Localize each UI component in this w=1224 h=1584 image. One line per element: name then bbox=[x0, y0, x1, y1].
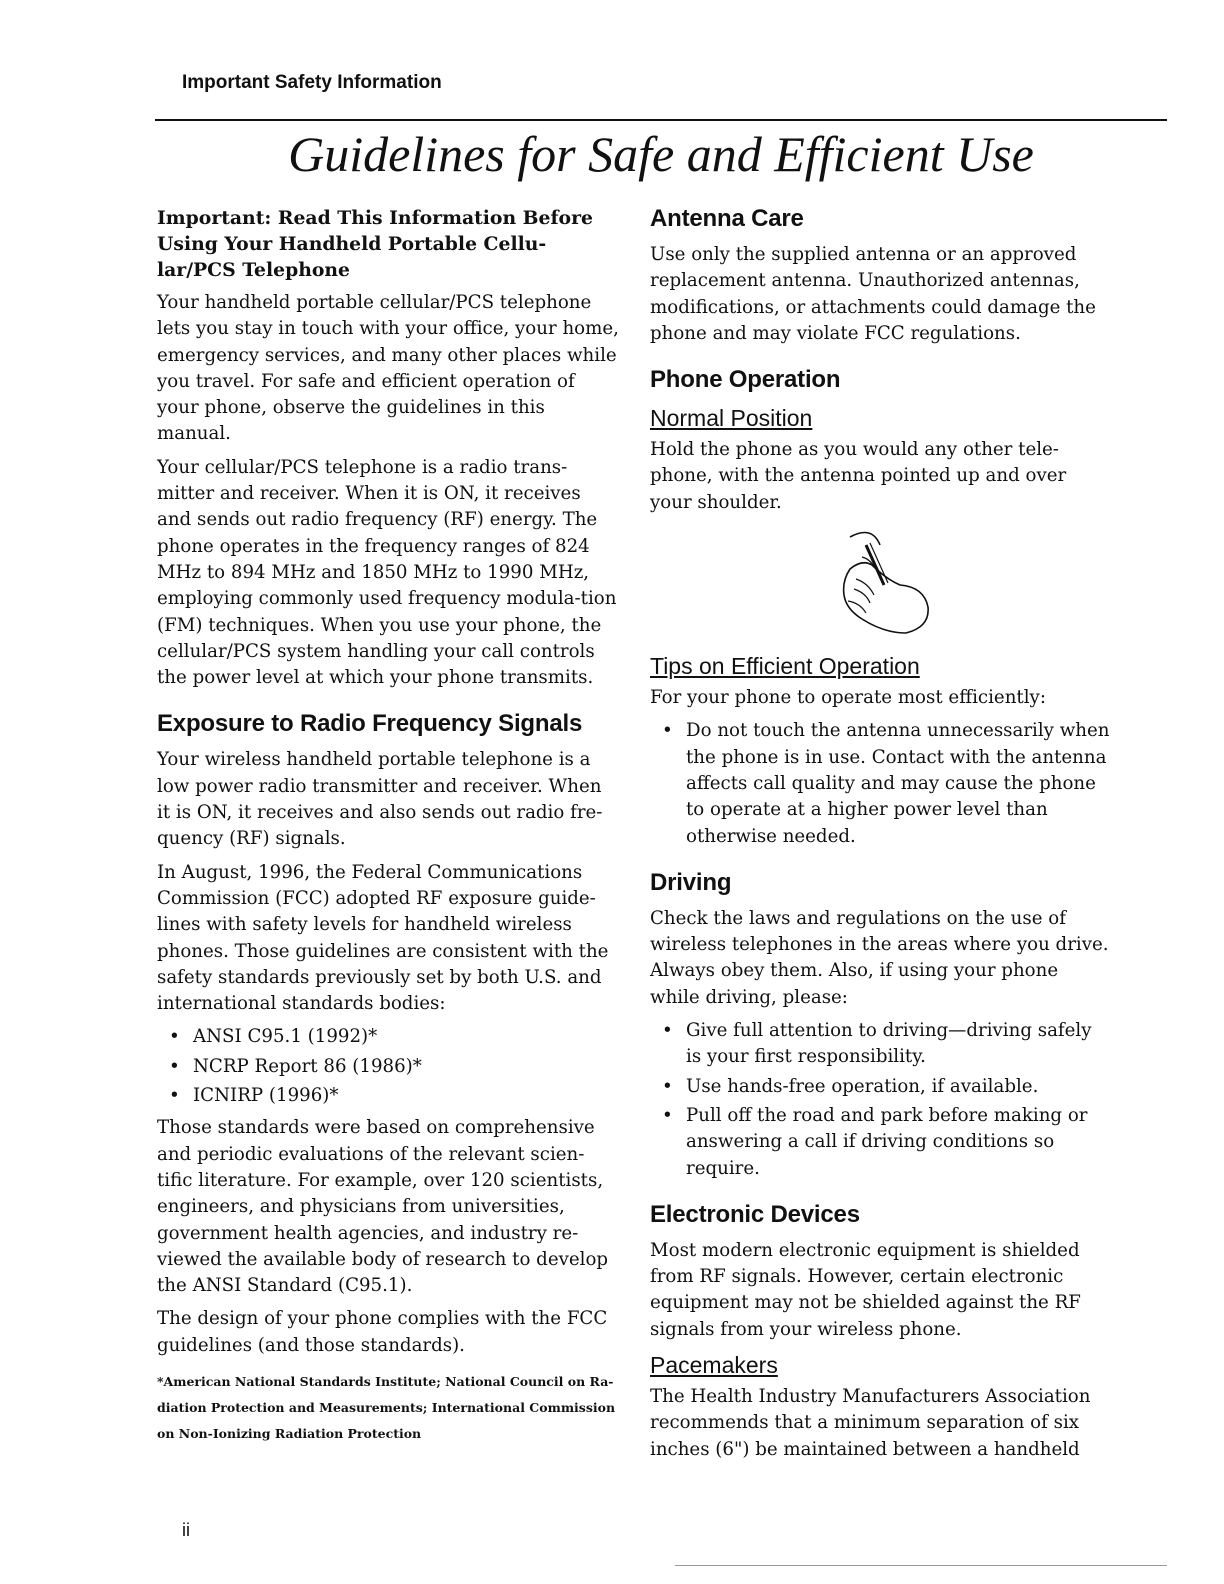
left-column bbox=[157, 202, 619, 1447]
tips-list bbox=[650, 718, 1112, 849]
normal-position-paragraph: Hold the phone as you would any other tele-phone, with the antenna pointed up and over your shoulder. bbox=[650, 439, 1067, 513]
intro-paragraph: Your handheld portable cellular/PCS telephone lets you stay in touch with your office, your home, emergency services, and many other places while you travel. For safe and efficient operation of your phone, observe the guidelines in this manual. bbox=[157, 292, 619, 445]
normal-position-heading: Normal Position bbox=[650, 405, 813, 432]
bullet-icon: • bbox=[169, 1085, 180, 1107]
bullet-icon: • bbox=[662, 720, 673, 742]
list-item: • ANSI C95.1 (1992)* bbox=[157, 1024, 619, 1050]
bullet-icon: • bbox=[169, 1026, 180, 1048]
bullet-icon: • bbox=[662, 1075, 673, 1097]
fcc-paragraph: In August, 1996, the Federal Communications Commission (FCC) adopted RF exposure guide-lines with safety levels for handheld wireless phones. Those guidelines are consistent with the safety standards previously set by both U.S. and international standards bodies: bbox=[157, 861, 609, 1015]
bullet-icon: • bbox=[169, 1055, 180, 1077]
exposure-paragraph: Your wireless handheld portable telephone is a low power radio transmitter and receiver. When it is ON, it receives and also sends out radio fre-quency (RF) signals. bbox=[157, 749, 603, 850]
list-item: • Give full attention to driving—driving safely is your first responsibility. bbox=[662, 1020, 1092, 1068]
phone-operation-heading: Phone Operation bbox=[650, 366, 841, 394]
pacemakers-heading: Pacemakers bbox=[650, 1352, 778, 1379]
list-item: • ICNIRP (1996)* bbox=[157, 1083, 619, 1109]
standards-paragraph: Those standards were based on comprehensive and periodic evaluations of the relevant scien-tific literature. For example, over 120 scientists, engineers, and physicians from universities, government health agencies, and industry re-viewed the available body of research to develop the ANSI Standard (C95.1). bbox=[157, 1117, 609, 1297]
hand-holding-phone-icon bbox=[810, 523, 950, 643]
electronic-devices-paragraph: Most modern electronic equipment is shielded from RF signals. However, certain electronic equipment may not be shielded against the RF signals from your wireless phone. bbox=[650, 1239, 1081, 1340]
lead-heading: Important: Read This Information Before Using Your Handheld Portable Cellu-lar/PCS Telephone bbox=[157, 207, 593, 281]
exposure-heading: Exposure to Radio Frequency Signals bbox=[157, 710, 583, 738]
driving-paragraph: Check the laws and regulations on the use of wireless telephones in the areas where you drive. Always obey them. Also, if using your phone while driving, please: bbox=[650, 907, 1109, 1008]
pacemakers-paragraph: The Health Industry Manufacturers Association recommends that a minimum separation of six inches (6") be maintained between a handheld bbox=[650, 1386, 1091, 1460]
header-rule bbox=[155, 119, 1167, 121]
driving-heading: Driving bbox=[650, 868, 732, 896]
standards-list bbox=[157, 1024, 619, 1109]
compliance-paragraph: The design of your phone complies with the FCC guidelines (and those standards). bbox=[157, 1308, 608, 1356]
bullet-icon: • bbox=[662, 1020, 673, 1042]
running-head: Important Safety Information bbox=[182, 72, 442, 93]
electronic-devices-heading: Electronic Devices bbox=[650, 1200, 860, 1228]
antenna-heading: Antenna Care bbox=[650, 205, 804, 232]
list-item: • Do not touch the antenna unnecessarily when the phone is in use. Contact with the antenna affects call quality and may cause the phone to operate at a higher power level than otherwise needed. bbox=[662, 720, 1110, 847]
list-item: • Use hands-free operation, if available. bbox=[650, 1074, 1112, 1100]
driving-list bbox=[650, 1018, 1112, 1182]
tips-heading: Tips on Efficient Operation bbox=[650, 653, 920, 680]
bottom-rule bbox=[675, 1565, 1167, 1566]
radio-paragraph: Your cellular/PCS telephone is a radio trans-mitter and receiver. When it is ON, it receives and sends out radio frequency (RF) energy. The phone operates in the frequency ranges of 824 MHz to 894 MHz and 1850 MHz to 1990 MHz, employing commonly used frequency modula-tion (FM) techniques. When you use your phone, the cellular/PCS system handling your call controls the power level at which your phone transmits. bbox=[157, 456, 617, 689]
footnote: *American National Standards Institute; National Council on Ra-diation Protection and Measurements; International Commission on Non-Ionizing Radiation Protection bbox=[157, 1373, 616, 1441]
antenna-paragraph: Use only the supplied antenna or an approved replacement antenna. Unauthorized antennas, modifications, or attachments could damage the phone and may violate FCC regulations. bbox=[650, 244, 1096, 344]
page-title: Guidelines for Safe and Efficient Use bbox=[288, 126, 1034, 182]
list-item: • NCRP Report 86 (1986)* bbox=[157, 1054, 619, 1080]
page-number: ii bbox=[182, 1520, 190, 1540]
list-item: • Pull off the road and park before making or answering a call if driving conditions so require. bbox=[662, 1104, 1088, 1179]
tips-intro: For your phone to operate most efficiently: bbox=[650, 687, 1046, 709]
bullet-icon: • bbox=[662, 1104, 673, 1126]
right-column bbox=[650, 202, 1112, 1470]
